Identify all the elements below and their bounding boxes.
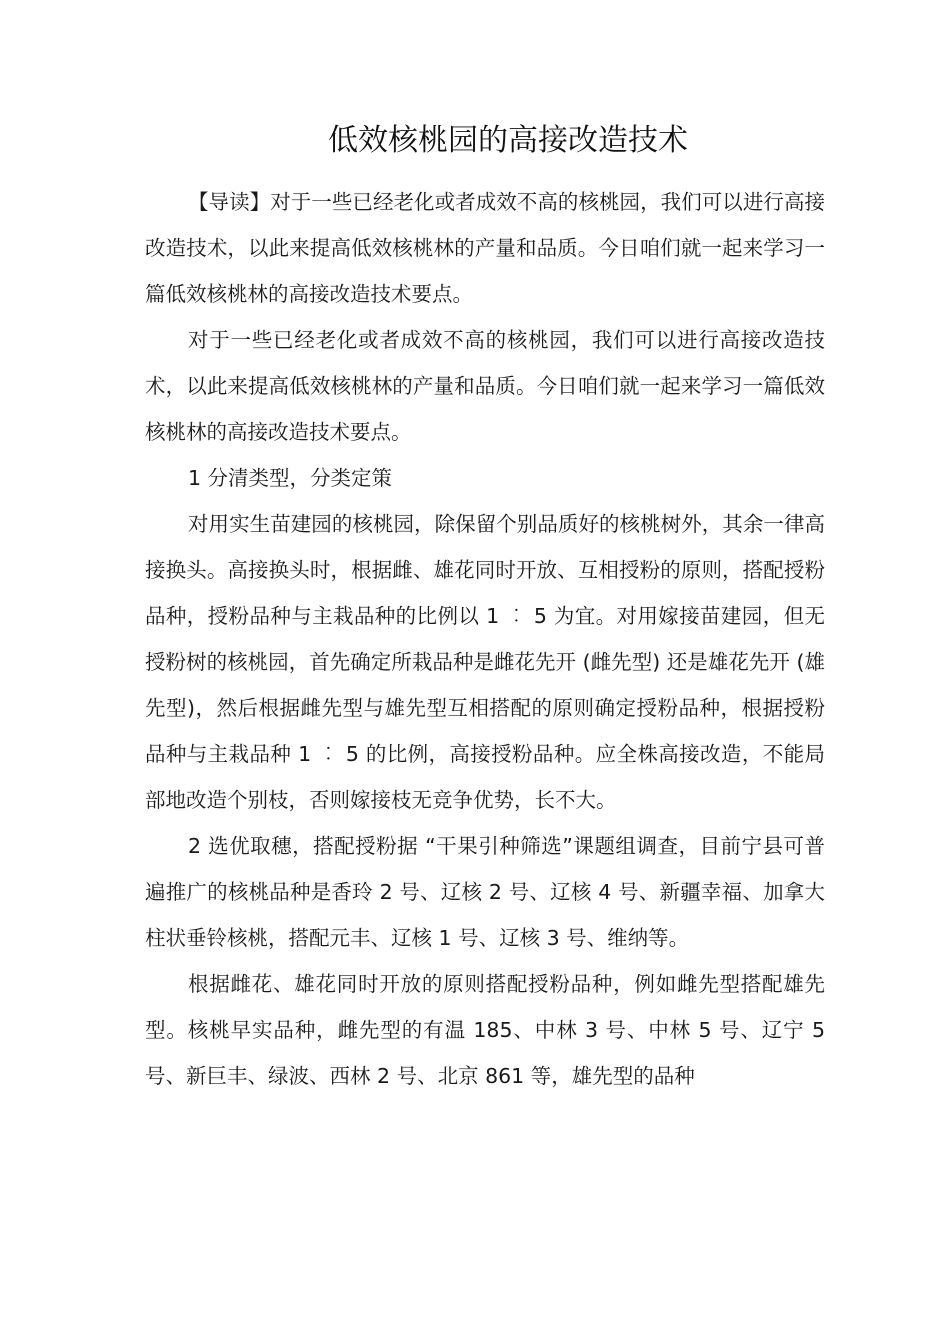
document-title: 低效核桃园的高接改造技术 <box>328 123 688 158</box>
paragraph-1: 对于一些已经老化或者成效不高的核桃园，我们可以进行高接改造技术，以此来提高低效核桃林的产量和品质。今日咱们就一起来学习一篇低效核桃林的高接改造技术要点。 <box>145 328 825 444</box>
document-body <box>145 179 825 1099</box>
paragraph-3: 2 选优取穗，搭配授粉据 “干果引种筛选”课题组调查，目前宁县可普遍推广的核桃品种是香玲 2 号、辽核 2 号、辽核 4 号、新疆幸福、加拿大柱状垂铃核桃，搭配元丰、辽核 1 号、辽核 3 号、维纳等。 <box>145 834 825 950</box>
section-heading-1: 1 分清类型，分类定策 <box>188 466 393 490</box>
paragraph-2: 对用实生苗建园的核桃园，除保留个别品质好的核桃树外，其余一律高接换头。高接换头时，根据雌、雄花同时开放、互相授粉的原则，搭配授粉品种，授粉品种与主栽品种的比例以 1 ︰ 5 为宜。对用嫁接苗建园，但无授粉树的核桃园，首先确定所栽品种是雌花先开 (雌先型) 还是雄花先开 (雄先型)，然后根据雌先型与雄先型互相搭配的原则确定授粉品种，根据授粉品种与主栽品种 1 ︰ 5 的比例，高接授粉品种。应全株高接改造，不能局部地改造个别枝，否则嫁接枝无竞争优势，长不大。 <box>145 512 825 812</box>
paragraph-intro: 【导读】对于一些已经老化或者成效不高的核桃园，我们可以进行高接改造技术，以此来提高低效核桃林的产量和品质。今日咱们就一起来学习一篇低效核桃林的高接改造技术要点。 <box>145 190 825 306</box>
paragraph-4: 根据雌花、雄花同时开放的原则搭配授粉品种，例如雌先型搭配雄先型。核桃早实品种，雌先型的有温 185、中林 3 号、中林 5 号、辽宁 5 号、新巨丰、绿波、西林 2 号、北京 861 等，雄先型的品种 <box>145 972 825 1088</box>
